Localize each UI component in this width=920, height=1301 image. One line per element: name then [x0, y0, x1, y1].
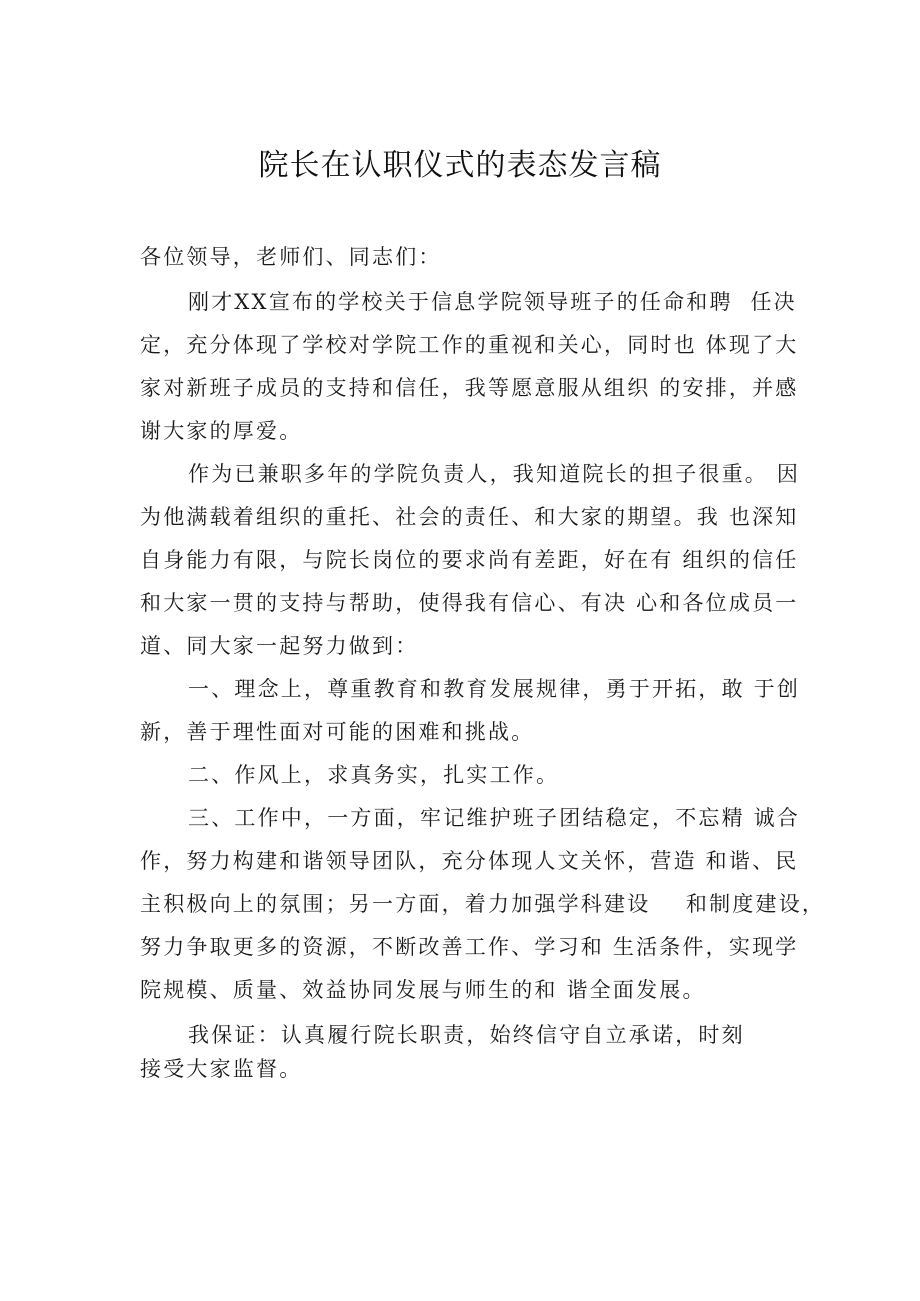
point-1-line-2: 新，善于理性面对可能的困难和挑战。 [140, 720, 535, 744]
point-3-line-1: 三、工作中，一方面，牢记维护班子团结稳定，不忘精 诚合 [188, 806, 801, 830]
point-2-line-1: 二、作风上，求真务实，扎实工作。 [188, 763, 560, 787]
pledge-line-2: 接受大家监督。 [140, 1057, 303, 1081]
paragraph-2-line-4: 和大家一贯的支持与帮助，使得我有信心、有决 心和各位成员一 [140, 591, 799, 615]
paragraph-2-line-1: 作为已兼职多年的学院负责人，我知道院长的担子很重。 因 [188, 462, 801, 486]
paragraph-1-line-3: 家对新班子成员的支持和信任，我等愿意服从组织 的安排，并感 [140, 376, 799, 400]
paragraph-1-line-4: 谢大家的厚爱。 [140, 419, 303, 443]
paragraph-1-line-1: 刚才XX宣布的学校关于信息学院领导班子的任命和聘 任决 [188, 290, 797, 314]
paragraph-2-line-5: 道、同大家一起努力做到： [140, 634, 419, 658]
point-3-line-3: 主积极向上的氛围；另一方面，着力加强学科建设 和制度建设， [140, 892, 826, 916]
point-3-line-2: 作，努力构建和谐领导团队，充分体现人文关怀，营造 和谐、民 [140, 849, 799, 873]
point-3-line-4: 努力争取更多的资源，不断改善工作、学习和 生活条件，实现学 [140, 935, 799, 959]
point-3-line-5: 院规模、质量、效益协同发展与师生的和 谐全面发展。 [140, 978, 706, 1002]
salutation: 各位领导，老师们、同志们： [140, 245, 442, 269]
pledge-line-1: 我保证：认真履行院长职责，始终信守自立承诺，时刻 [188, 1023, 745, 1047]
paragraph-2-line-2: 为他满载着组织的重托、社会的责任、和大家的期望。我 也深知 [140, 505, 799, 529]
paragraph-2-line-3: 自身能力有限，与院长岗位的要求尚有差距，好在有 组织的信任 [140, 548, 799, 572]
document-title: 院长在认职仪式的表态发言稿 [258, 148, 662, 183]
point-1-line-1: 一、理念上，尊重教育和教育发展规律，勇于开拓，敢 于创 [188, 677, 801, 701]
paragraph-1-line-2: 定，充分体现了学校对学院工作的重视和关心，同时也 体现了大 [140, 333, 799, 357]
